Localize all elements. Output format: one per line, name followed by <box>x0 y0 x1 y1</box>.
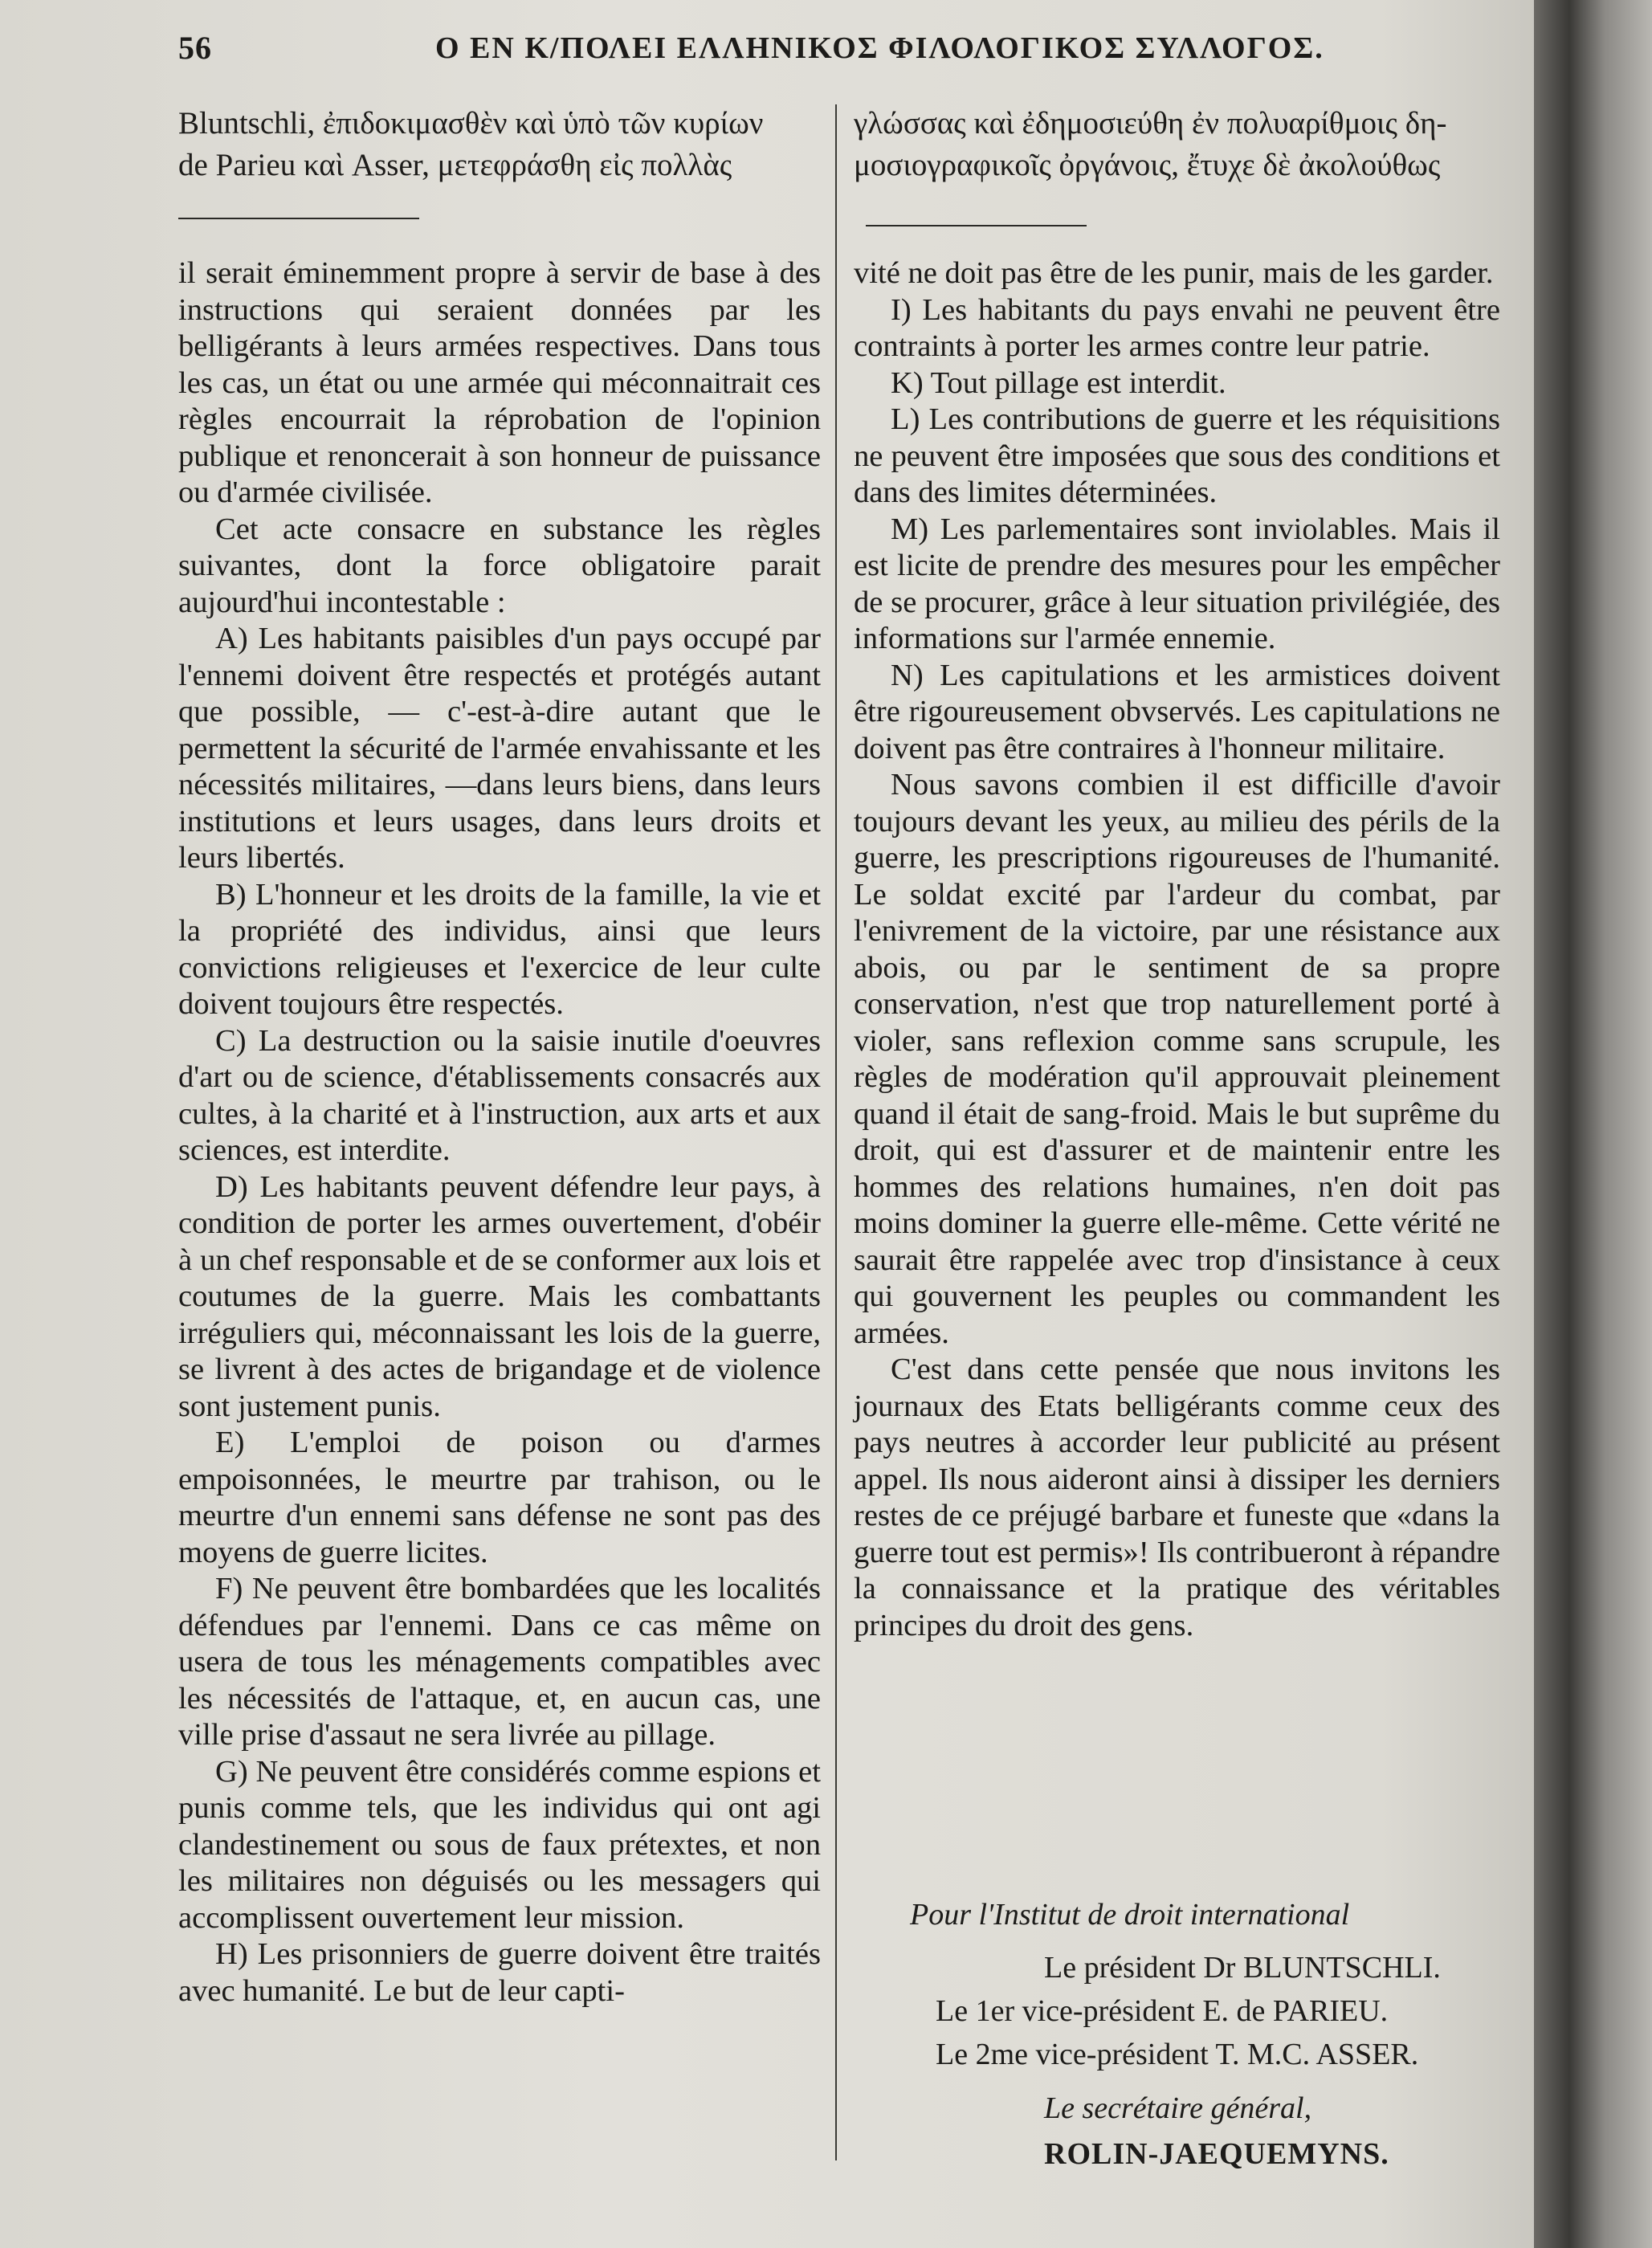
paragraph: il serait éminemment propre à servir de base à des instructions qui seraient données par les belligérants à leurs armées respectives. Dans tous les cas, un état ou une armée qui méconnaitrait ces règles encourrait la réprobation de l'opinion publique et renoncerait à son honneur de puissance ou d'armée civilisée. <box>178 256 821 509</box>
paragraph-article-d: D) Les habitants peuvent défendre leur pays, à condition de porter les armes ouvertement, d'obéir à un chef responsable et de se conformer aux lois et coutumes de la guerre. Mais les combattants irréguliers qui, méconnaissant les lois de la guerre, se livrent à des actes de brigandage et de violence sont justement punis. <box>178 1169 821 1423</box>
page-number: 56 <box>178 30 212 66</box>
paragraph-article-e: E) L'emploi de poison ou d'armes empoisonnées, le meurtre par trahison, ou le meurtre d'un ennemi sans défense ne sont pas des moyens de guerre licites. <box>178 1426 821 1569</box>
paragraph-article-f: F) Ne peuvent être bombardées que les localités défendues par l'ennemi. Dans ce cas même on usera de tous les ménagements compatibles avec les nécessités de l'attaque, et, en aucun cas, une ville prise d'assaut ne sera livrée au pillage. <box>178 1572 821 1752</box>
page-edge <box>1534 0 1652 2248</box>
paragraph-article-b: B) L'honneur et les droits de la famille, la vie et la propriété des individus, ainsi que leurs convictions religieuses et l'exercice de leur culte doivent toujours être respectés. <box>178 877 821 1021</box>
greek-line: Bluntschli, ἐπιδοκιμασθὲν καὶ ὑπὸ τῶν κυρίων <box>178 106 764 141</box>
signature-secretary-name: ROLIN-JAEQUEMYNS. <box>1044 2137 1389 2171</box>
paragraph: vité ne doit pas être de les punir, mais de les garder. <box>854 256 1494 290</box>
paragraph-article-g: G) Ne peuvent être considérés comme espions et punis comme tels, que les individus qui ont agi clandestinement ou sous de faux prétextes, et non les militaires non déguisés ou les messagers qui accomplissent ouvertement leur mission. <box>178 1754 821 1935</box>
greek-line: μοσιογραφικοῖς ὀργάνοις, ἔτυχε δὲ ἀκολούθως <box>854 148 1441 182</box>
paragraph-article-h: H) Les prisonniers de guerre doivent être traités avec humanité. Le but de leur capti- <box>178 1937 821 2008</box>
signature-vice-president-1: Le 1er vice-président E. de PARIEU. <box>936 1994 1389 2028</box>
greek-line: de Parieu καὶ Asser, μετεφράσθη εἰς πολλὰς <box>178 148 732 182</box>
column-divider <box>835 104 837 2160</box>
paragraph: Cet acte consacre en substance les règles suivantes, dont la force obligatoire parait aujourd'hui incontestable : <box>178 512 821 619</box>
paragraph-article-c: C) La destruction ou la saisie inutile d'oeuvres d'art ou de science, d'établissements consacrés aux cultes, à la charité et à l'instruction, aux arts et aux sciences, est interdite. <box>178 1023 821 1167</box>
greek-text-right <box>854 103 1446 186</box>
footnote-rule-left <box>178 218 419 219</box>
signature-secretary-title: Le secrétaire général, <box>1044 2091 1312 2125</box>
paragraph-article-a: A) Les habitants paisibles d'un pays occupé par l'ennemi doivent être respectés et protégés autant que possible, — c'-est-à-dire autant que le permettent la sécurité de l'armée envahissante et les nécessités militaires, —dans leurs biens, dans leurs institutions et leurs usages, dans leurs droits et leurs libertés. <box>178 622 821 875</box>
paragraph: C'est dans cette pensée que nous invitons les journaux des Etats belligérants comme ceux des pays neutres à accorder leur publicité au présent appel. Ils nous aideront ainsi à dissiper les derniers restes de ce préjugé barbare et funeste que «dans la guerre tout est permis»! Ils contribueront à répandre la connaissance et la pratique des véritables principes du droit des gens. <box>854 1352 1500 1642</box>
running-title: Ο ΕΝ Κ/ΠΟΛΕΙ ΕΛΛΗΝΙΚΟΣ ΦΙΛΟΛΟΓΙΚΟΣ ΣΥΛΛΟΓΟΣ. <box>435 31 1324 65</box>
footnote-rule-right <box>866 225 1087 226</box>
page-header <box>178 29 1536 77</box>
paragraph-article-l: L) Les contributions de guerre et les réquisitions ne peuvent être imposées que sous des conditions et dans des limites déterminées. <box>854 402 1500 509</box>
signature-president: Le président Dr BLUNTSCHLI. <box>1044 1951 1441 1985</box>
paragraph-article-i: I) Les habitants du pays envahi ne peuvent être contraints à porter les armes contre leur patrie. <box>854 292 1500 363</box>
paragraph-article-n: N) Les capitulations et les armistices doivent être rigoureusement obvservés. Les capitulations ne doivent pas être contraires à l'honneur militaire. <box>854 658 1500 765</box>
signature-for-line: Pour l'Institut de droit international <box>910 1898 1350 1932</box>
right-column <box>854 255 1500 1644</box>
greek-text-left <box>178 103 763 186</box>
paragraph-article-k: K) Tout pillage est interdit. <box>891 365 1226 400</box>
greek-line: γλώσσας καὶ ἐδημοσιεύθη ἐν πολυαρίθμοις δη- <box>854 106 1447 141</box>
paragraph-article-m: M) Les parlementaires sont inviolables. Mais il est licite de prendre des mesures pour les empêcher de se procurer, grâce à leur situation privilégiée, des informations sur l'armée ennemie. <box>854 512 1500 655</box>
paragraph: Nous savons combien il est difficille d'avoir toujours devant les yeux, au milieu des périls de la guerre, les prescriptions rigoureuses de l'humanité. Le soldat excité par l'ardeur du combat, par l'enivrement de la victoire, par une résistance aux abois, ou par le sentiment de sa propre conservation, n'est que trop naturellement porté à violer, sans reflexion comme sans scrupule, les règles de modération qu'il approuvait pleinement quand il était de sang-froid. Mais le but suprême du droit, qui est d'assurer et de maintenir entre les hommes des relations humaines, n'en doit pas moins dominer la guerre elle-même. Cette vérité ne saurait être rappelée avec trop d'insistance à ceux qui gouvernent les peuples ou commandent les armées. <box>854 768 1500 1350</box>
signature-vice-president-2: Le 2me vice-président T. M.C. ASSER. <box>936 2038 1419 2071</box>
left-column <box>178 255 821 2009</box>
